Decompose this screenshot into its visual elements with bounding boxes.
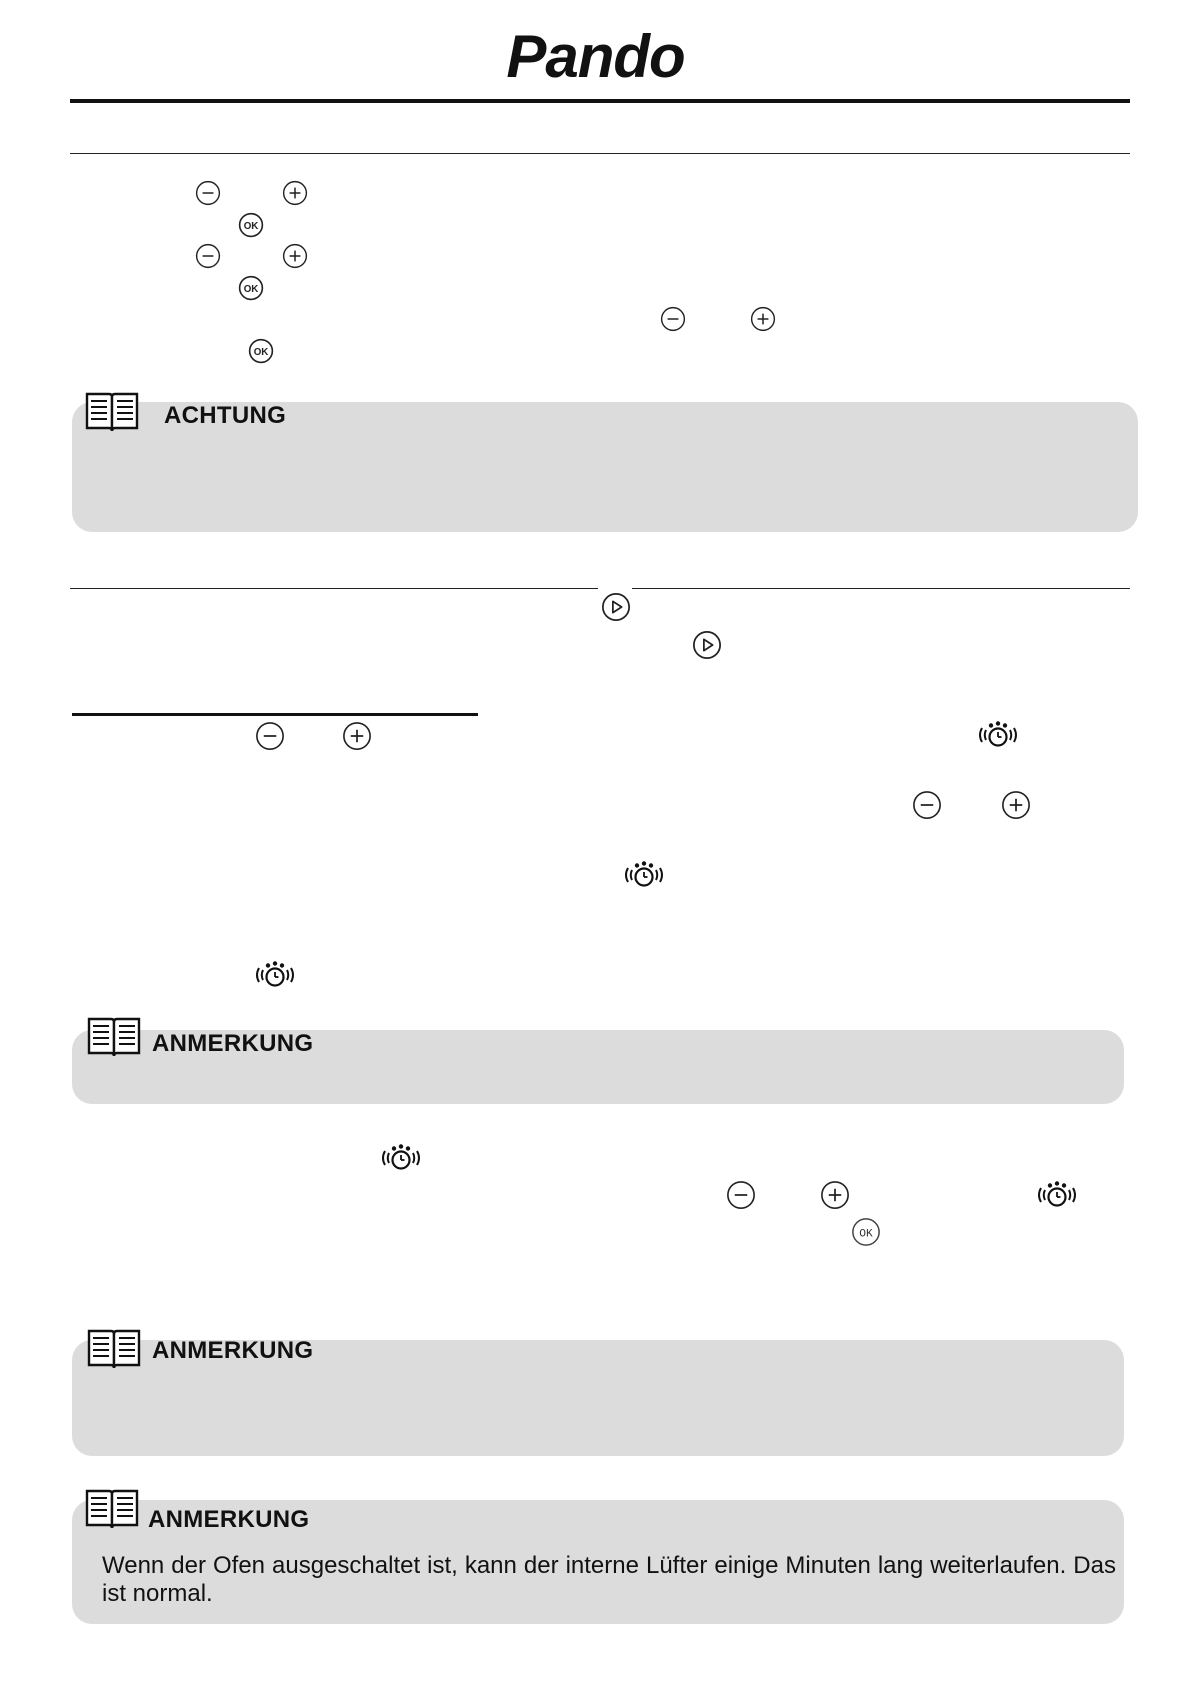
minus-icon	[195, 180, 221, 206]
minus-icon	[912, 790, 942, 820]
section-divider-left	[70, 588, 598, 589]
plus-icon	[820, 1180, 850, 1210]
alarm-clock-icon	[623, 860, 665, 890]
open-book-icon	[86, 1327, 142, 1371]
plus-icon	[282, 180, 308, 206]
ok-icon	[238, 212, 264, 238]
subsection-underline	[72, 713, 478, 716]
minus-icon	[726, 1180, 756, 1210]
section-divider	[70, 153, 1130, 154]
ok-icon	[238, 275, 264, 301]
alarm-clock-icon	[254, 960, 296, 990]
minus-icon	[660, 306, 686, 332]
plus-icon	[750, 306, 776, 332]
play-icon	[692, 630, 722, 660]
play-icon	[601, 592, 631, 622]
achtung-title: ACHTUNG	[164, 402, 287, 429]
header-rule	[70, 99, 1130, 103]
anmerkung-title: ANMERKUNG	[152, 1337, 314, 1364]
plus-icon	[1001, 790, 1031, 820]
anmerkung-text: Wenn der Ofen ausgeschaltet ist, kann der interne Lüfter einige Minuten lang weiterlaufen. Das ist normal.	[102, 1552, 1116, 1607]
minus-icon	[255, 721, 285, 751]
brand-logo: Pando	[506, 23, 685, 90]
anmerkung-title: ANMERKUNG	[148, 1506, 310, 1533]
ok-icon	[851, 1217, 881, 1247]
alarm-clock-icon	[977, 720, 1019, 750]
anmerkung-title: ANMERKUNG	[152, 1030, 314, 1057]
alarm-clock-icon	[1036, 1180, 1078, 1210]
alarm-clock-icon	[380, 1143, 422, 1173]
ok-icon	[248, 338, 274, 364]
plus-icon	[342, 721, 372, 751]
minus-icon	[195, 243, 221, 269]
section-divider-right	[632, 588, 1130, 589]
open-book-icon	[84, 1487, 140, 1531]
open-book-icon	[86, 1015, 142, 1059]
open-book-icon	[84, 390, 140, 434]
plus-icon	[282, 243, 308, 269]
